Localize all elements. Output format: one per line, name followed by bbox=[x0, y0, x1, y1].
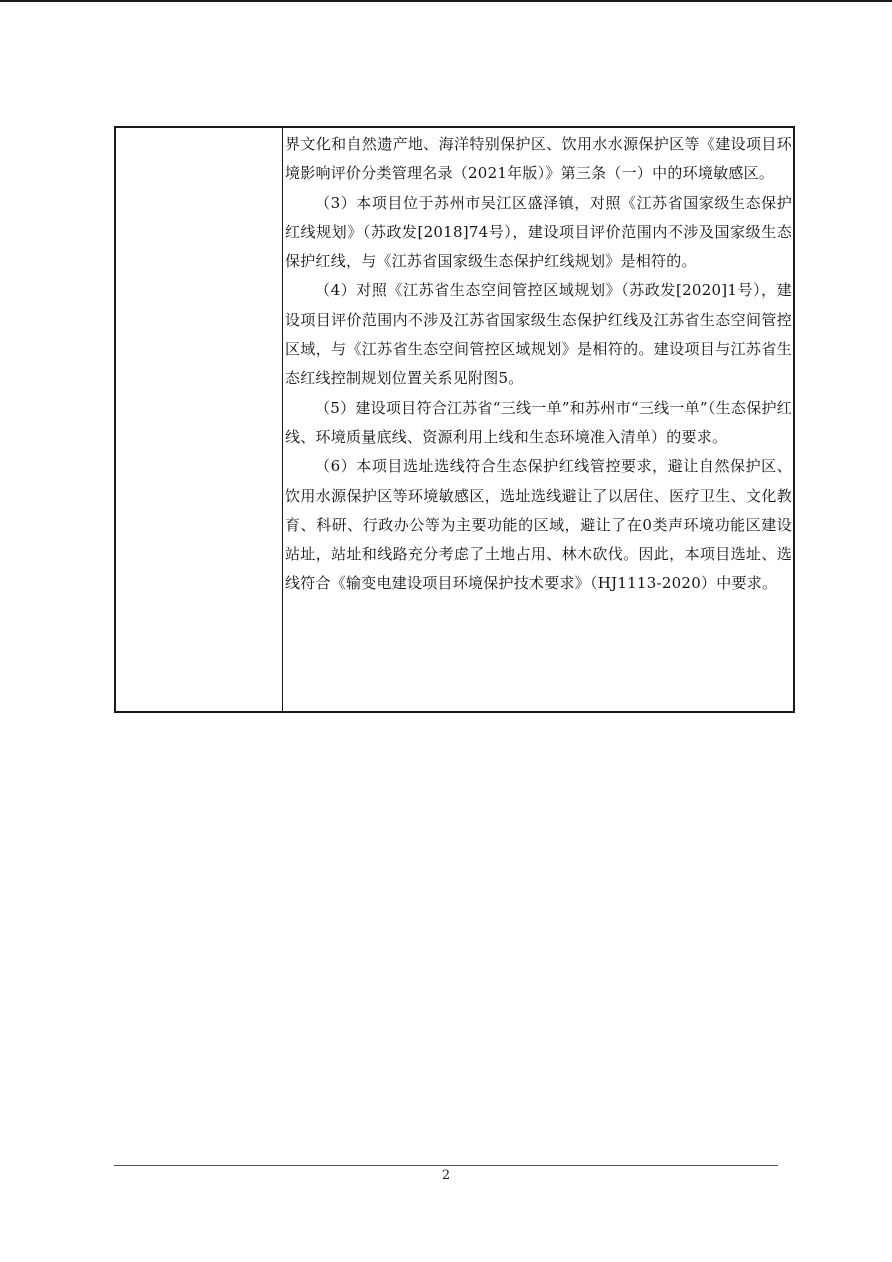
paragraph-national-ecological-redline: （3）本项目位于苏州市吴江区盛泽镇，对照《江苏省国家级生态保护红线规划》（苏政发[2018]74号），建设项目评价范围内不涉及国家级生态保护红线，与《江苏省国家级生态保护红线规划》是相符的。 bbox=[285, 193, 792, 271]
paragraph-ecological-space-control: （4）对照《江苏省生态空间管控区域规划》（苏政发[2020]1号），建设项目评价范围内不涉及江苏省国家级生态保护红线及江苏省生态空间管控区域，与《江苏省生态空间管控区域规划》是相符的。建设项目与江苏省生态红线控制规划位置关系见附图5。 bbox=[285, 281, 792, 388]
table-content-cell bbox=[283, 128, 793, 711]
table-label-cell bbox=[116, 128, 283, 711]
footer-divider bbox=[114, 1165, 778, 1166]
paragraph-site-selection: （6）本项目选址选线符合生态保护红线管控要求，避让自然保护区、饮用水源保护区等环境敏感区，选址选线避让了以居住、医疗卫生、文化教育、科研、行政办公等为主要功能的区域，避让了在0类声环境功能区建设站址，站址和线路充分考虑了土地占用、林木砍伐。因此，本项目选址、选线符合《输变电建设项目环境保护技术要求》（HJ1113-2020）中要求。 bbox=[285, 457, 792, 593]
content-table bbox=[114, 126, 795, 713]
top-border-line bbox=[0, 0, 892, 2]
paragraph-environment-sensitive-areas: 界文化和自然遗产地、海洋特别保护区、饮用水水源保护区等《建设项目环境影响评价分类管理名录（2021年版）》第三条（一）中的环境敏感区。 bbox=[285, 135, 792, 183]
paragraph-three-lines-one-list: （5）建设项目符合江苏省“三线一单”和苏州市“三线一单”（生态保护红线、环境质量底线、资源利用上线和生态环境准入清单）的要求。 bbox=[285, 398, 792, 446]
page-number: 2 bbox=[441, 1168, 451, 1183]
